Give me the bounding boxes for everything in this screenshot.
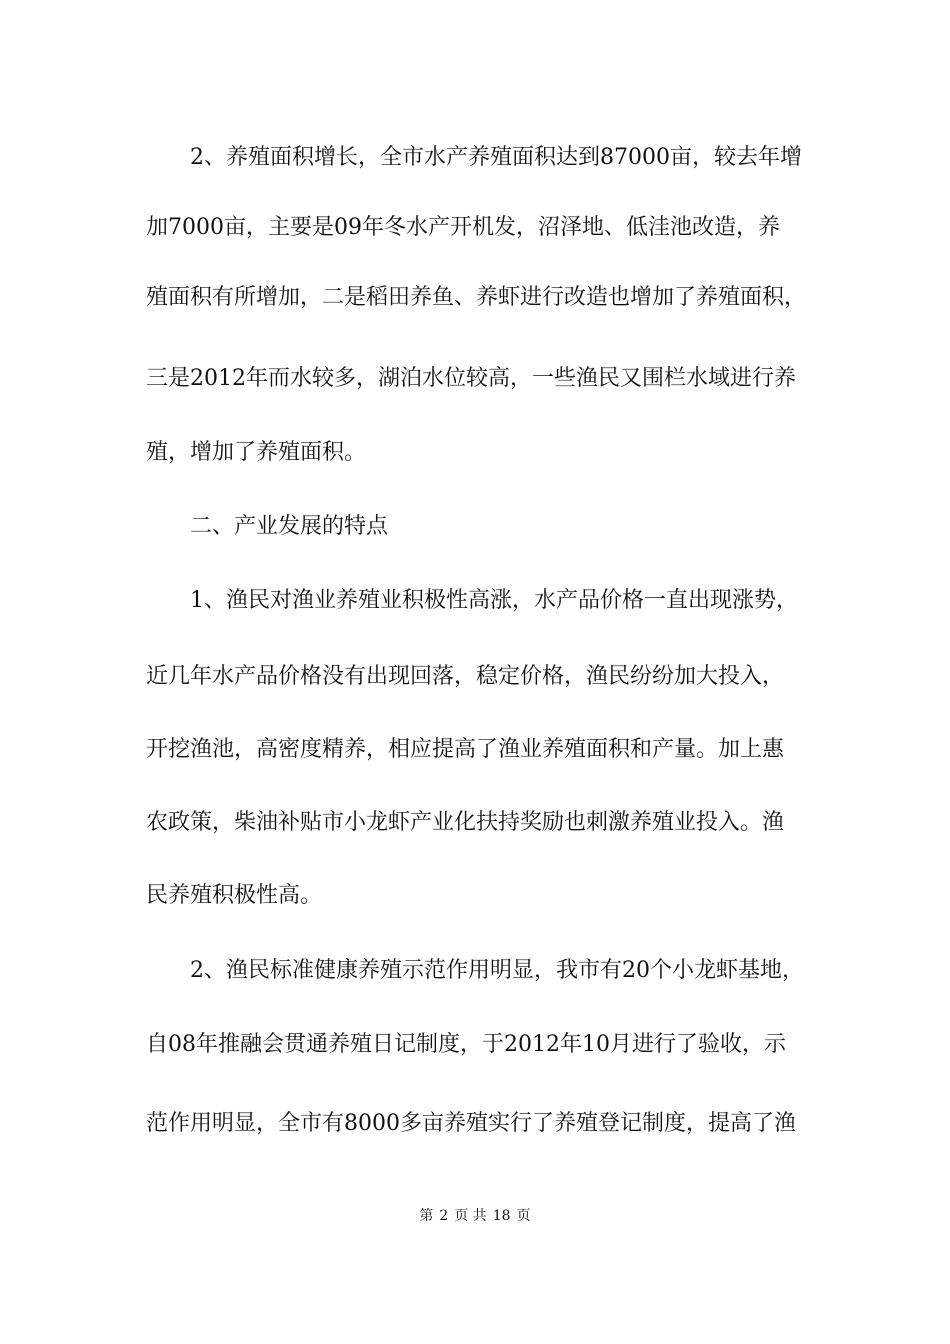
section-heading: 二、产业发展的特点 <box>190 514 389 539</box>
footer-prefix: 第 <box>419 1208 434 1224</box>
paragraph-line: 近几年水产品价格没有出现回落，稳定价格，渔民纷纷加大投入， <box>146 664 785 689</box>
paragraph-line: 2、渔民标准健康养殖示范作用明显，我市有20个小龙虾基地， <box>190 958 804 983</box>
footer-total-pages: 18 <box>492 1208 511 1224</box>
paragraph-line: 加7000亩，主要是09年冬水产开机发，沼泽地、低洼池改造，养 <box>146 215 780 240</box>
paragraph-line: 2、养殖面积增长，全市水产养殖面积达到87000亩，较去年增 <box>190 145 802 170</box>
paragraph-line: 开挖渔池，高密度精养，相应提高了渔业养殖面积和产量。加上惠 <box>146 737 785 762</box>
paragraph-line: 农政策，柴油补贴市小龙虾产业化扶持奖励也刺激养殖业投入。渔 <box>146 810 785 835</box>
paragraph-line: 殖面积有所增加，二是稻田养鱼、养虾进行改造也增加了养殖面积， <box>146 285 807 310</box>
paragraph-line: 自08年推融会贯通养殖日记制度，于2012年10月进行了验收，示 <box>146 1032 786 1057</box>
paragraph-line: 三是2012年而水较多，湖泊水位较高，一些渔民又围栏水域进行养 <box>146 366 796 391</box>
paragraph-line: 范作用明显，全市有8000多亩养殖实行了养殖登记制度，提高了渔 <box>146 1111 796 1136</box>
paragraph-line: 1、渔民对渔业养殖业积极性高涨，水产品价格一直出现涨势， <box>190 588 798 613</box>
footer-page-number: 2 <box>439 1208 449 1224</box>
page-footer <box>0 1206 950 1226</box>
paragraph-line: 民养殖积极性高。 <box>146 883 323 908</box>
paragraph-line: 殖，增加了养殖面积。 <box>146 440 367 465</box>
footer-middle: 页 共 <box>454 1208 487 1224</box>
footer-suffix: 页 <box>516 1208 531 1224</box>
